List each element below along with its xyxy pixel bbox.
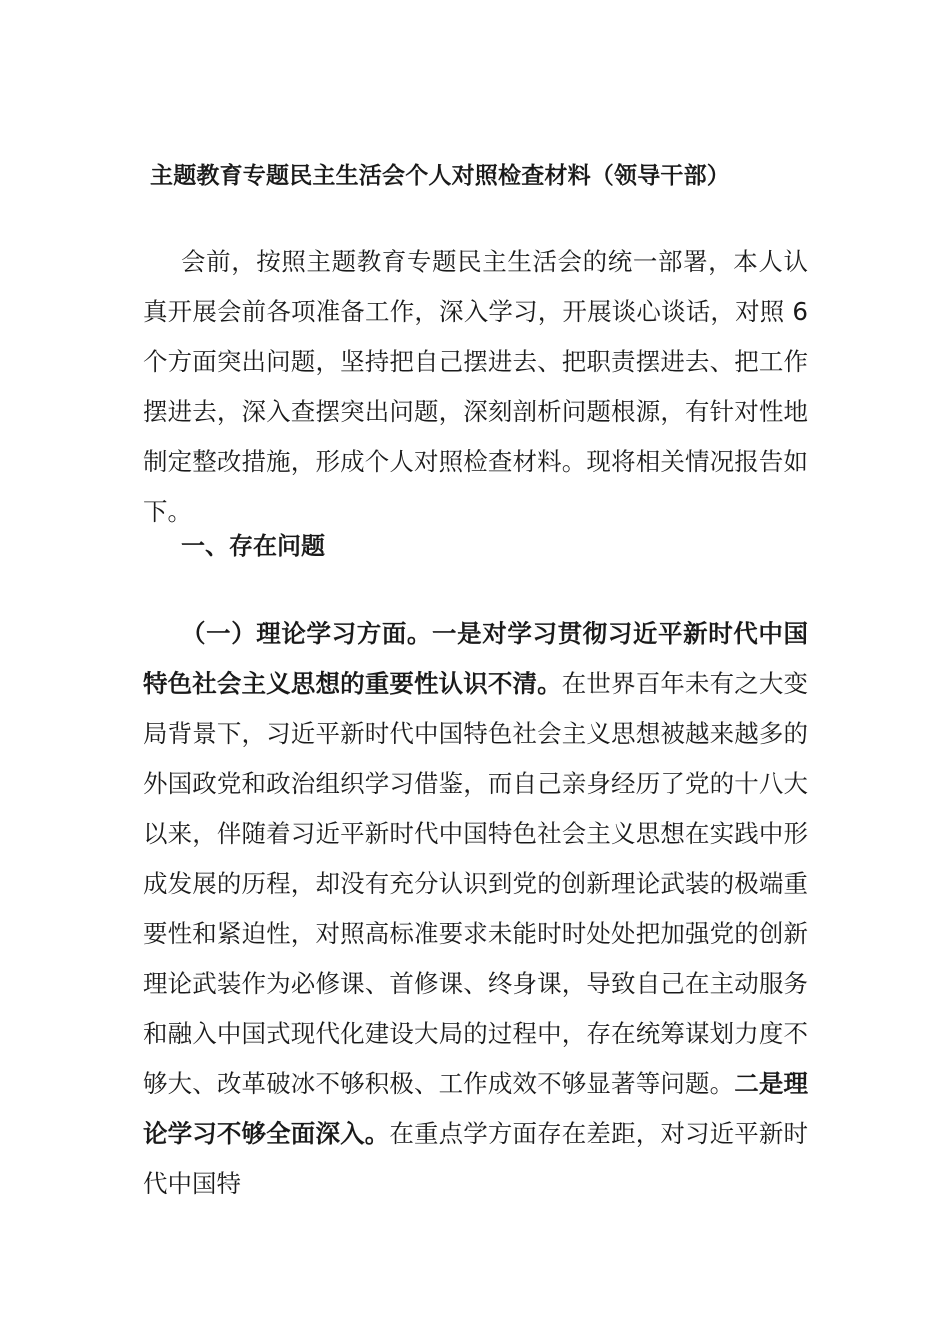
section-heading-problems: 一、存在问题 (181, 532, 325, 560)
point-1-body: 在世界百年未有之大变局背景下，习近平新时代中国特色社会主义思想被越来越多的外国政党和政治组织学习借鉴，而自己亲身经历了党的十八大以来，伴随着习近平新时代中国特色社会主义思想在实践中形成发展的历程，却没有充分认识到党的创新理论武装的极端重要性和紧迫性，对照高标准要求未能时时处处把加强党的创新理论武装作为必修课、首修课、终身课，导致自己在主动服务和融入中国式现代化建设大局的过程中，存在统筹谋划力度不够大、改革破冰不够积极、工作成效不够显著等问题。 (143, 668, 809, 1098)
subsection-heading-theory-study: （一）理论学习方面。 (181, 618, 433, 648)
point-2-title: 二是理论学习不够全面深入。 (143, 1068, 809, 1148)
intro-paragraph: 会前，按照主题教育专题民主生活会的统一部署，本人认真开展会前各项准备工作，深入学习，开展谈心谈话，对照 6 个方面突出问题，坚持把自己摆进去、把职责摆进去、把工作摆进去，深入查摆突出问题，深刻剖析问题根源，有针对性地制定整改措施，形成个人对照检查材料。现将相关情况报告如下。 (143, 246, 808, 526)
point-1-title: 一是对学习贯彻习近平新时代中国特色社会主义思想的重要性认识不清。 (143, 618, 809, 698)
theory-study-paragraph (143, 609, 808, 1209)
document-title: 主题教育专题民主生活会个人对照检查材料（领导干部） (150, 163, 730, 189)
point-2-body: 在重点学方面存在差距，对习近平新时代中国特 (143, 1118, 809, 1198)
